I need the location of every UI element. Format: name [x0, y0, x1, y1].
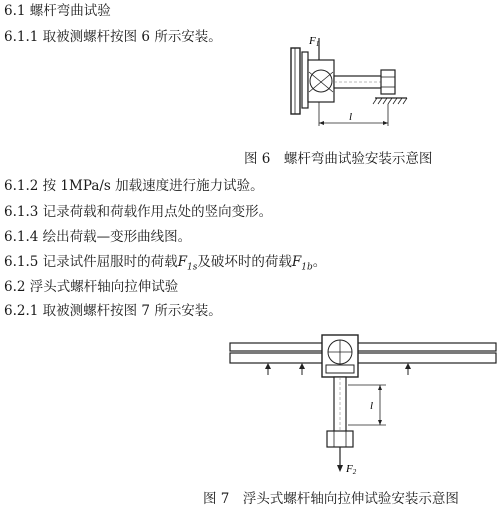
symbol-yield-load: $F_{1s}$: [177, 254, 198, 273]
figure7-length-label: l: [370, 400, 374, 412]
paragraph-6-2-1: 6.2.1 取被测螺杆按图 7 所示安装。: [4, 303, 222, 319]
figure6-force-label: F1: [309, 35, 320, 48]
paragraph-6-1-4: 6.1.4 绘出荷载—变形曲线图。: [4, 229, 192, 245]
paragraph-6-1-2: 6.1.2 按 1MPa/s 加载速度进行施力试验。: [4, 178, 264, 194]
figure-6-caption: 图 6 螺杆弯曲试验安装示意图: [244, 151, 433, 167]
figure-7-diagram: [228, 325, 498, 480]
figure-6-diagram: [283, 30, 423, 130]
figure-7-caption: 图 7 浮头式螺杆轴向拉伸试验安装示意图: [203, 491, 459, 507]
figure7-force-label: F2: [346, 463, 357, 476]
paragraph-6-1-3: 6.1.3 记录荷载和荷载作用点处的竖向变形。: [4, 204, 273, 220]
figure6-length-label: l: [349, 111, 353, 123]
section-heading-6-1: 6.1 螺杆弯曲试验: [4, 3, 111, 19]
paragraph-6-1-1: 6.1.1 取被测螺杆按图 6 所示安装。: [4, 29, 222, 45]
section-heading-6-2: 6.2 浮头式螺杆轴向拉伸试验: [4, 279, 179, 295]
paragraph-6-1-5: 6.1.5 记录试件屈服时的荷载$F_{1s}$及破坏时的荷载$F_{1b}$。: [4, 254, 327, 273]
symbol-break-load: $F_{1b}$: [291, 254, 313, 273]
